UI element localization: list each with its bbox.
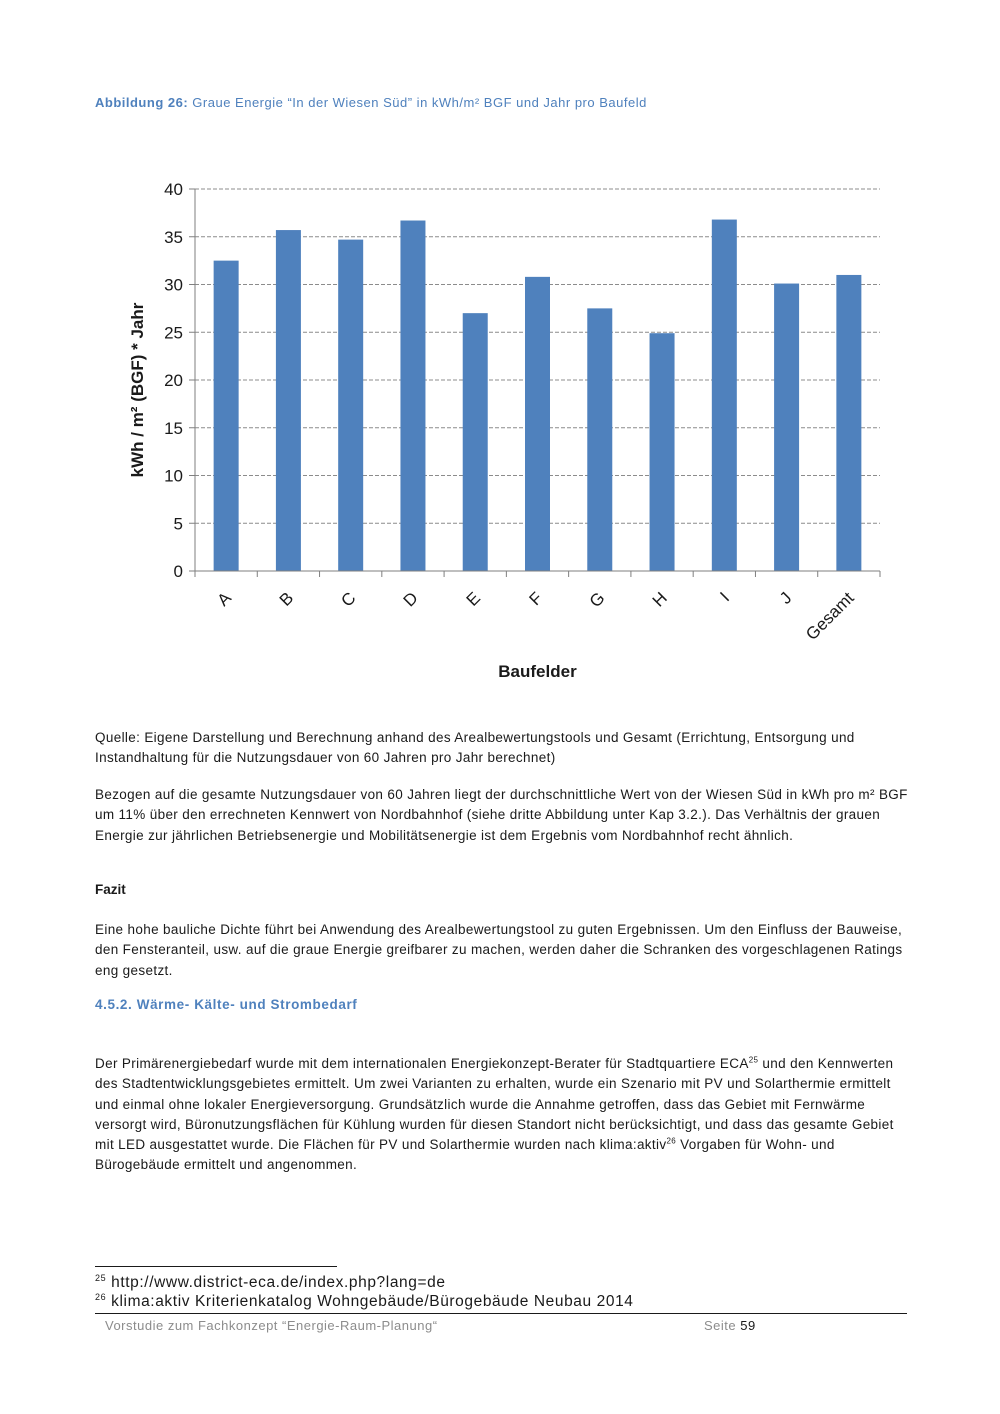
chart-bars	[214, 220, 862, 571]
figure-label: Abbildung 26:	[95, 95, 189, 110]
fazit-paragraph	[95, 920, 910, 981]
x-tick-label: G	[585, 588, 609, 612]
fazit-text: Eine hohe bauliche Dichte führt bei Anwendung des Arealbewertungstool zu guten Ergebnissen. Um den Einfluss der Bauweise, den Fensteranteil, usw. auf die graue Energie greifbarer zu machen, werden daher die Schranken des vorgeschlagenen Ratings eng gesetzt.	[95, 922, 903, 978]
x-tick-label: J	[775, 588, 796, 608]
section-text	[95, 1054, 910, 1176]
y-tick-label: 5	[173, 514, 183, 534]
footnote-number: 25	[95, 1272, 107, 1283]
x-tick-label: F	[525, 588, 547, 610]
figure-caption	[95, 95, 915, 110]
x-tick-label: E	[462, 588, 485, 610]
section-paragraph	[95, 1054, 910, 1176]
y-tick-label: 40	[164, 180, 183, 199]
x-tick-label: A	[213, 588, 235, 610]
bar	[400, 221, 425, 571]
y-tick-label: 30	[164, 275, 183, 295]
footnote-link[interactable]: http://www.district-eca.de/index.php?lang=de	[111, 1274, 446, 1291]
bar	[338, 240, 363, 571]
bar-chart	[110, 170, 900, 690]
section-heading: 4.5.2. Wärme- Kälte- und Strombedarf	[95, 997, 358, 1012]
source-text: Quelle: Eigene Darstellung und Berechnung anhand des Arealbewertungstools und Gesamt (Errichtung, Entsorgung und Instandhaltung für die Nutzungsdauer von 60 Jahren pro Jahr berechnet)	[95, 730, 855, 766]
source-note	[95, 728, 910, 769]
bar	[774, 284, 799, 571]
footnote-text: klima:aktiv Kriterienkatalog Wohngebäude/Bürogebäude Neubau 2014	[111, 1293, 634, 1310]
footer-page-label: Seite	[704, 1318, 737, 1333]
x-tick-label: H	[648, 588, 671, 611]
bar	[650, 333, 675, 571]
footnote-ref-26: 26	[666, 1136, 677, 1146]
x-tick-label: B	[275, 588, 298, 610]
x-tick-label: Gesamt	[802, 588, 858, 644]
footnote-26	[95, 1293, 634, 1311]
section-text-part1: Der Primärenergiebedarf wurde mit dem internationalen Energiekonzept-Berater für Stadtquartiere ECA	[95, 1056, 749, 1071]
paragraph1-text: Bezogen auf die gesamte Nutzungsdauer von 60 Jahren liegt der durchschnittliche Wert von der Wiesen Süd in kWh pro m² BGF um 11% über den errechneten Kennwert von Nordbahnhof (siehe dritte Abbildung unter Kap 3.2.). Das Verhältnis der grauen Energie zur jährlichen Betriebsenergie und Mobilitätsenergie ist dem Ergebnis vom Nordbahnhof recht ähnlich.	[95, 787, 908, 843]
fazit-heading: Fazit	[95, 882, 126, 897]
paragraph-graue-energie	[95, 785, 910, 846]
footer-page	[704, 1318, 756, 1333]
x-tick-label: C	[337, 588, 360, 611]
footer-doc-title: Vorstudie zum Fachkonzept “Energie-Raum-Planung“	[105, 1318, 438, 1333]
figure-caption-text: Graue Energie “In der Wiesen Süd” in kWh/m² BGF und Jahr pro Baufeld	[192, 95, 647, 110]
bar	[836, 275, 861, 571]
bar	[463, 313, 488, 571]
section-text-part2: und den Kennwerten des Stadtentwicklungsgebietes ermittelt. Um zwei Varianten zu erhalten, wurde ein Szenario mit PV und Solarthermie ermittelt und einmal ohne lokaler Energieversorgung. Grundsätzlich wurde die Annahme getroffen, dass das Gebiet mit Fernwärme versorgt wird, Büronutzungsflächen für Kühlung wurden für diesen Standort nicht berücksichtigt, und dass das gesamte Gebiet mit LED ausgestattet wurde. Die Flächen für PV und Solarthermie wurden nach klima:aktiv	[95, 1056, 894, 1153]
x-axis-title: Baufelder	[498, 662, 577, 681]
y-tick-label: 0	[173, 562, 183, 581]
y-axis-title: kWh / m² (BGF) * Jahr	[128, 302, 147, 478]
footnote-25	[95, 1274, 446, 1292]
bar	[214, 261, 239, 571]
y-tick-label: 10	[164, 466, 183, 486]
bar	[587, 308, 612, 571]
y-tick-label: 20	[164, 371, 183, 390]
bar	[276, 230, 301, 571]
section-text-part3: Vorgaben für Wohn- und Bürogebäude ermittelt und angenommen.	[95, 1137, 835, 1173]
x-tick-label: D	[399, 588, 422, 611]
y-tick-label: 25	[164, 323, 183, 343]
bar	[525, 277, 550, 571]
page-number: 59	[740, 1318, 756, 1333]
footnote-separator	[95, 1266, 337, 1267]
x-tick-label: I	[716, 588, 734, 606]
y-tick-label: 15	[164, 418, 183, 438]
bar	[712, 220, 737, 571]
footnote-number: 26	[95, 1291, 107, 1302]
footer-divider	[95, 1313, 907, 1314]
y-tick-label: 35	[164, 227, 183, 247]
footnote-ref-25: 25	[748, 1055, 759, 1065]
